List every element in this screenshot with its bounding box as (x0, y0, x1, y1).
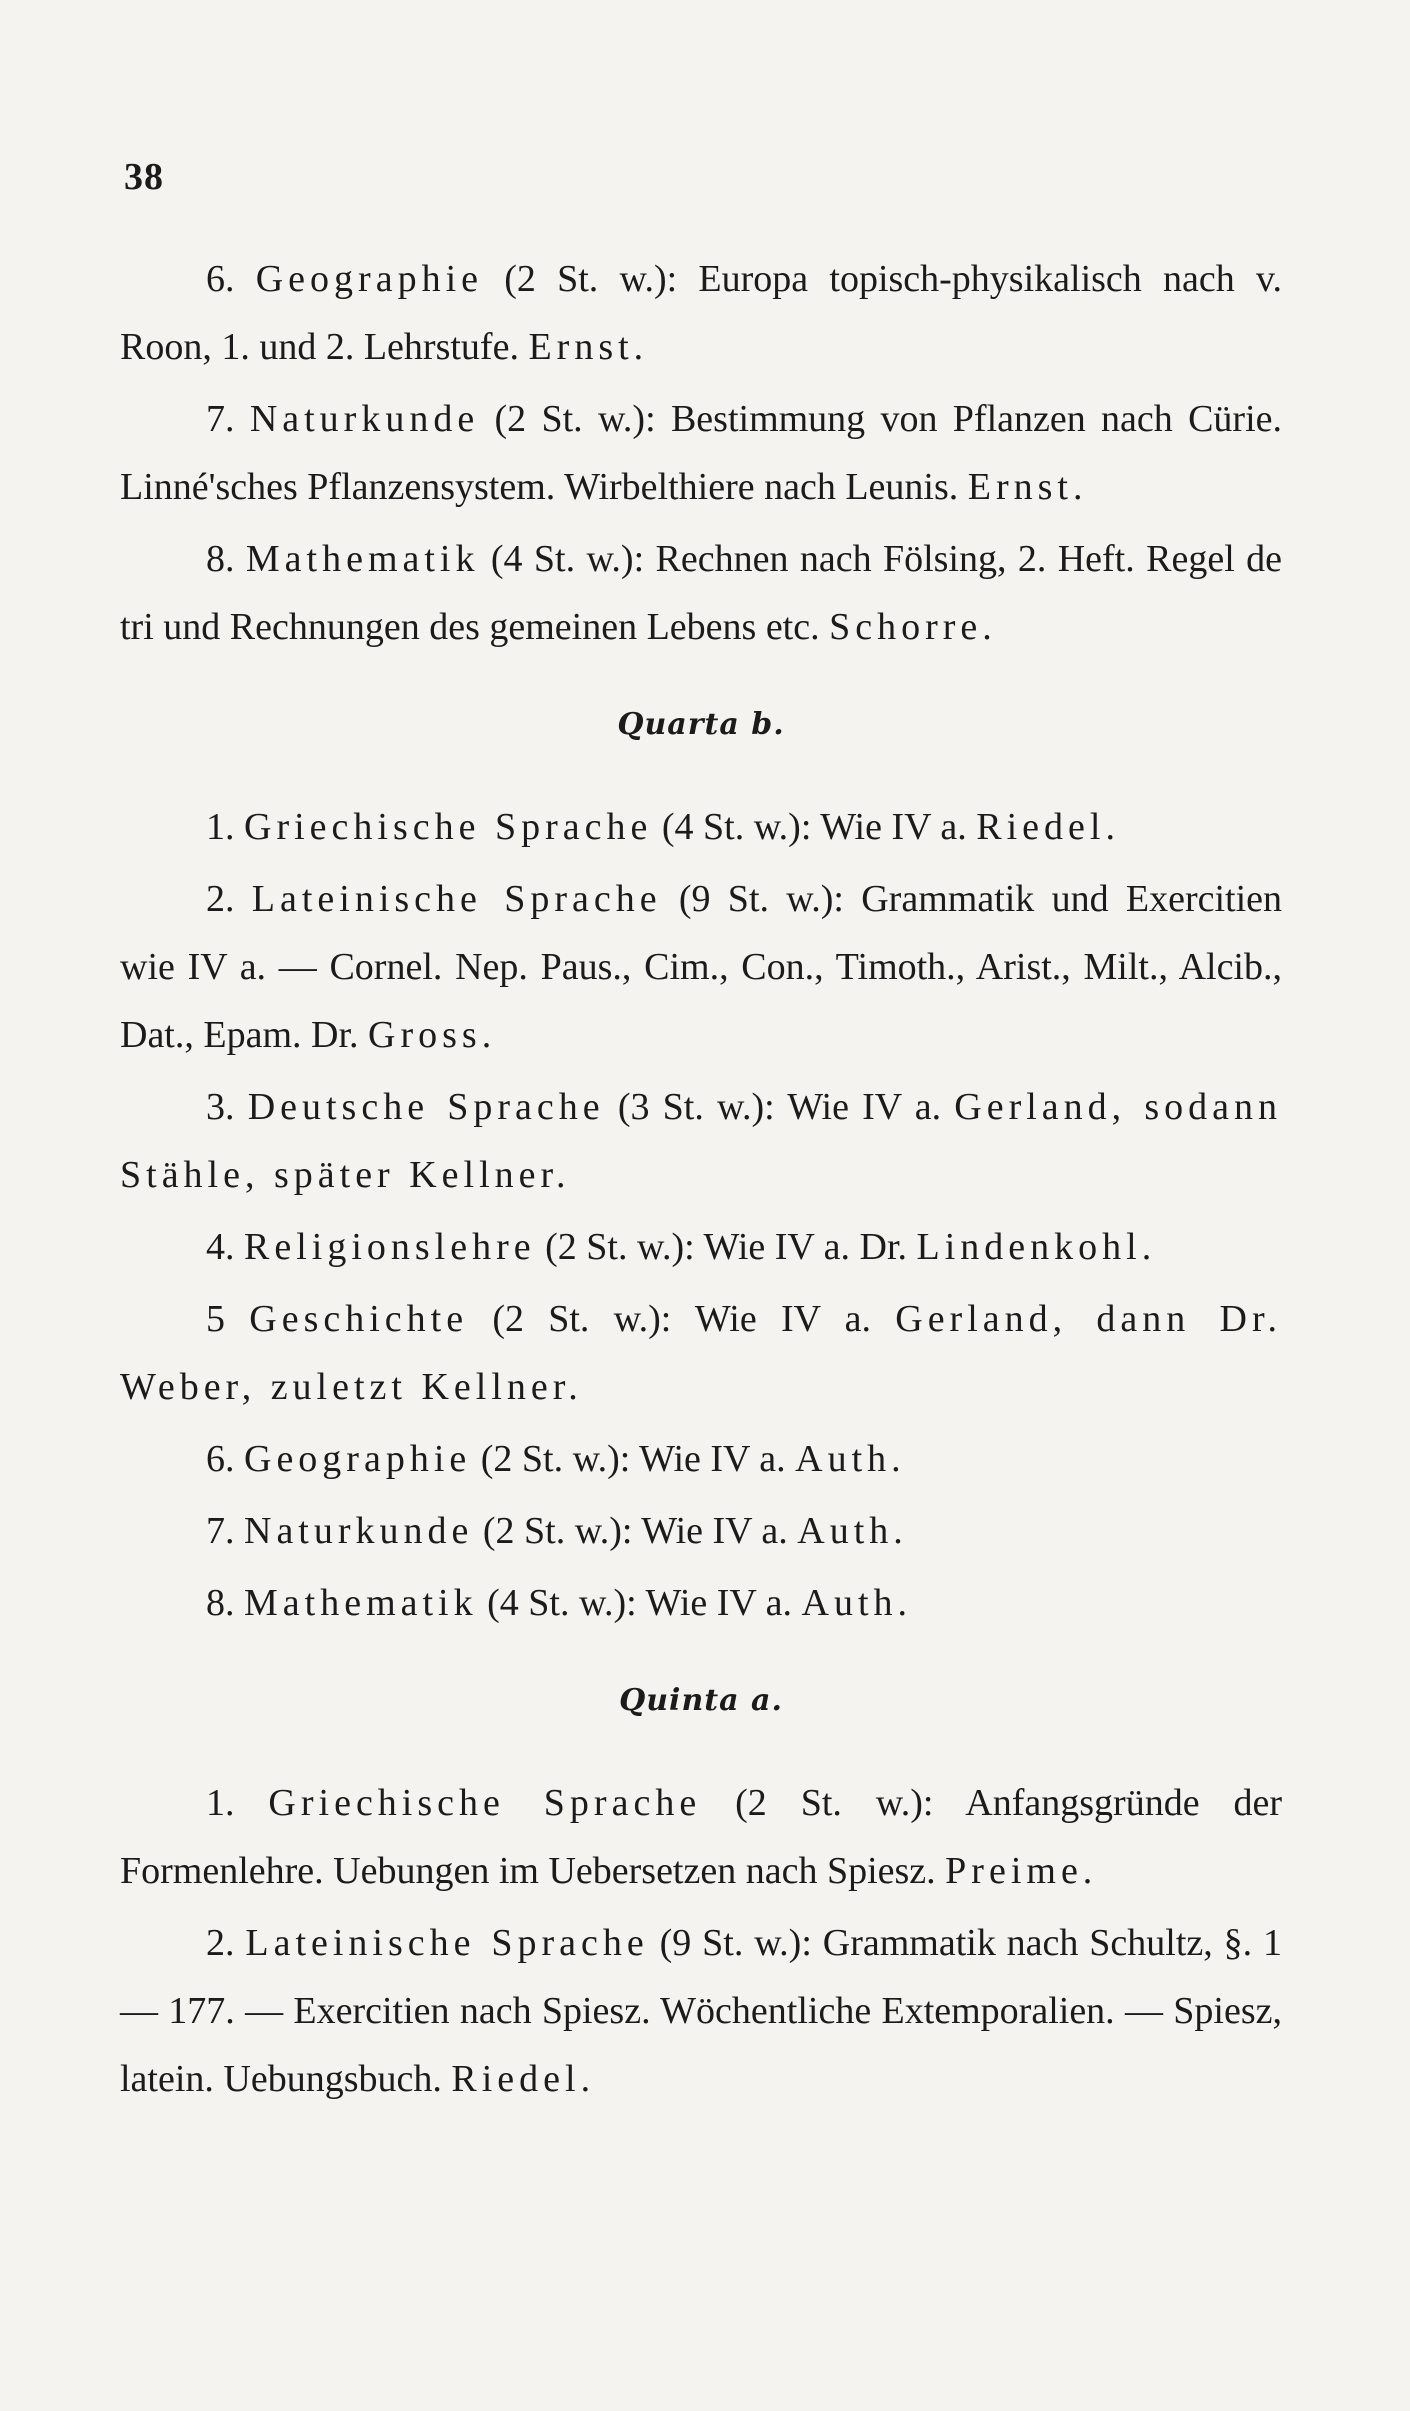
subject-name: Lateinische Sprache (245, 1922, 649, 1964)
teacher-name: Riedel. (451, 2058, 596, 2100)
subject-name: Naturkunde (244, 1510, 474, 1552)
curriculum-entry (120, 1769, 1282, 1905)
entry-number: 7. (206, 398, 235, 440)
entry-number: 7. (206, 1510, 235, 1552)
entry-number: 6. (206, 1438, 235, 1480)
subject-name: Lateinische Sprache (251, 878, 662, 920)
curriculum-entry (120, 1909, 1282, 2113)
entry-number: 8. (206, 538, 235, 580)
section-heading: Quarta b. (617, 707, 785, 742)
teacher-name: Auth. (797, 1510, 908, 1552)
entry-number: 8. (206, 1582, 235, 1624)
page-number: 38 (124, 156, 164, 198)
curriculum-entry (120, 1285, 1282, 1421)
curriculum-entry (120, 865, 1282, 1069)
subject-name: Geographie (244, 1438, 472, 1480)
entry-text: (3 St. w.): Wie IV a. (604, 1086, 955, 1128)
subject-name: Griechische Sprache (244, 806, 653, 848)
teacher-name: Auth. (801, 1582, 913, 1624)
subject-name: Naturkunde (249, 398, 480, 440)
entry-number: 5 (206, 1298, 225, 1340)
entry-number: 2. (206, 878, 235, 920)
teacher-name: Gerland, sodann Stähle, später Kellner. (120, 1086, 1283, 1196)
teacher-name: Ernst. (528, 326, 649, 368)
teacher-name: Ernst. (967, 466, 1088, 508)
subject-name: Religionslehre (244, 1226, 536, 1268)
entry-text: (2 St. w.): Wie IV a. (468, 1298, 896, 1340)
curriculum-entry (120, 1569, 1282, 1637)
teacher-name: Gerland, dann Dr. Weber, zuletzt Kellner. (120, 1298, 1283, 1408)
subject-name: Geschichte (249, 1298, 469, 1340)
teacher-name: Riedel. (976, 806, 1120, 848)
teacher-name: Preime. (945, 1850, 1098, 1892)
entry-number: 2. (206, 1922, 235, 1964)
teacher-name: Gross. (368, 1014, 497, 1056)
subject-name: Mathematik (245, 538, 480, 580)
section-heading: Quinta a. (619, 1683, 783, 1718)
teacher-name: Lindenkohl. (916, 1226, 1157, 1268)
entry-number: 6. (206, 258, 235, 300)
entry-number: 4. (206, 1226, 235, 1268)
entry-text: (2 St. w.): Bestimmung von Pflanzen nach Cürie. Linné'sches Pflanzensystem. Wirbelthiere nach Leunis. (120, 398, 1282, 508)
subject-name: Mathematik (244, 1582, 478, 1624)
curriculum-entry (120, 1073, 1282, 1209)
entry-text: (2 St. w.): Europa topisch-physikalisch nach v. Roon, 1. und 2. Lehrstufe. (120, 258, 1283, 368)
curriculum-entry (120, 525, 1282, 661)
subject-name: Deutsche Sprache (247, 1086, 605, 1128)
entry-text: (2 St. w.): Wie IV a. (473, 1510, 798, 1552)
entry-text: (2 St. w.): Wie IV a. Dr. (535, 1226, 917, 1268)
teacher-name: Auth. (795, 1438, 906, 1480)
entry-number: 1. (206, 806, 235, 848)
teacher-name: Schorre. (829, 606, 997, 648)
curriculum-entry (120, 793, 1282, 861)
entry-text: (2 St. w.): Anfangsgründe der Formenlehre. Uebungen im Uebersetzen nach Spiesz. (120, 1782, 1283, 1892)
entry-number: 1. (206, 1782, 235, 1824)
subject-name: Geographie (255, 258, 483, 300)
entry-text: (9 St. w.): Grammatik und Exercitien wie IV a. — Cornel. Nep. Paus., Cim., Con., Timoth., Arist., Milt., Alcib., Dat., Epam. Dr. (120, 878, 1282, 1056)
curriculum-entry (120, 385, 1282, 521)
entry-text: (4 St. w.): Wie IV a. (477, 1582, 802, 1624)
curriculum-entry (120, 1213, 1282, 1281)
page-content (120, 245, 1282, 2117)
entry-text: (4 St. w.): Wie IV a. (652, 806, 977, 848)
curriculum-entry (120, 1497, 1282, 1565)
entry-text: (4 St. w.): Rechnen nach Fölsing, 2. Heft. Regel de tri und Rechnungen des gemeinen Lebens etc. (120, 538, 1282, 648)
entry-text: (2 St. w.): Wie IV a. (471, 1438, 796, 1480)
subject-name: Griechische Sprache (268, 1782, 702, 1824)
curriculum-entry (120, 1425, 1282, 1493)
curriculum-entry (120, 245, 1282, 381)
entry-text: (9 St. w.): Grammatik nach Schultz, §. 1 — 177. — Exercitien nach Spiesz. Wöchentliche Extemporalien. — Spiesz, latein. Uebungsbuch. (120, 1922, 1282, 2100)
entry-number: 3. (206, 1086, 235, 1128)
